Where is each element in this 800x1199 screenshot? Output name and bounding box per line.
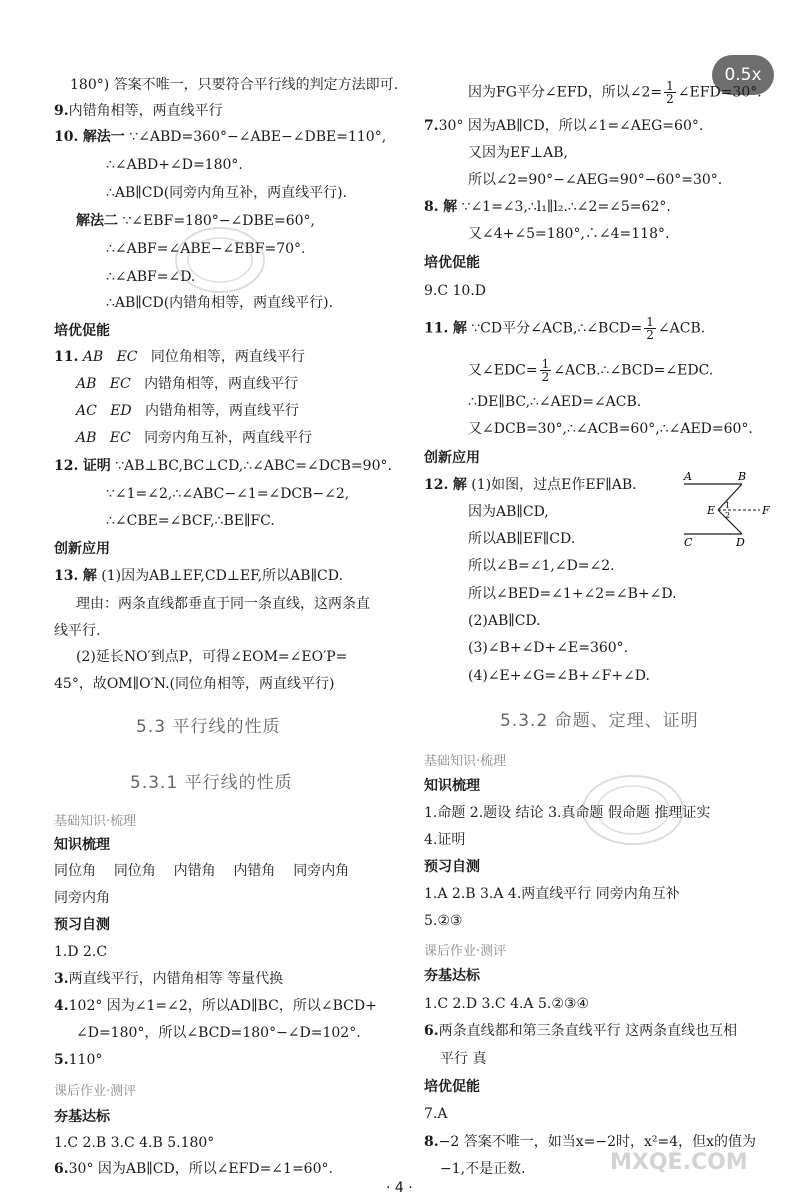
- answer-line: ∴∠ABD+∠D=180°.: [106, 157, 243, 173]
- fraction-denominator: 2: [646, 328, 654, 342]
- answer-text: ∠EFD=30°.: [677, 84, 762, 101]
- answer-line: (3)∠B+∠D+∠E=360°.: [468, 640, 629, 656]
- label-a: A: [684, 470, 692, 483]
- question-12: [54, 457, 392, 475]
- answer-text: (1)如图，过点E作EF∥AB.: [471, 477, 637, 493]
- answer-line: 45°，故OM∥O′N.(同位角相等，两直线平行): [54, 676, 335, 692]
- question-number: 12.: [424, 477, 449, 493]
- label-angle-2: 2: [725, 511, 731, 520]
- answer-line: 线平行.: [54, 623, 101, 639]
- question-11-row: [76, 402, 299, 420]
- answer-line: 180°) 答案不唯一，只要符合平行线的判定方法即可.: [70, 77, 399, 93]
- answer-line: (2)AB∥CD.: [468, 613, 541, 629]
- answer-line: 1.C 2.D 3.C 4.A 5.②③④: [424, 996, 589, 1012]
- answer-line: ∴∠ABF=∠D.: [106, 269, 196, 285]
- cell-c: 同位角相等，两直线平行: [150, 349, 305, 365]
- answer-text: 30° 因为AB∥CD，所以∠1=∠AEG=60°.: [438, 118, 704, 134]
- fraction-numerator: 1: [666, 79, 674, 93]
- cell-c: 同旁内角互补，两直线平行: [144, 430, 313, 446]
- answer-line: 所以∠B=∠1,∠D=∠2.: [468, 558, 615, 574]
- question-11-row: [76, 429, 312, 447]
- cell-a: AB: [82, 349, 104, 365]
- answer-line: 又∠4+∠5=180°,∴∠4=118°.: [468, 226, 670, 242]
- section-heading: 知识梳理: [54, 837, 110, 853]
- answer-text: ∵∠EBF=180°−∠DBE=60°,: [122, 213, 315, 229]
- cell-b: ED: [110, 403, 132, 419]
- question-11-row: [54, 348, 305, 366]
- answer-line: [468, 358, 713, 383]
- term: 同位角: [113, 863, 156, 879]
- label-b: B: [738, 470, 747, 483]
- fraction-numerator: 1: [541, 357, 550, 371]
- answer-line: 所以∠BED=∠1+∠2=∠B+∠D.: [468, 586, 677, 602]
- answer-line: 因为AB∥CD,: [468, 504, 549, 520]
- question-number: 9.: [54, 103, 69, 119]
- question-number: 8.: [424, 1134, 439, 1150]
- answer-text: 两直线平行，内错角相等 等量代换: [68, 971, 284, 987]
- answer-text: ∵AB⊥BC,BC⊥CD,∴∠ABC=∠DCB=90°.: [115, 458, 392, 474]
- watermark-stamp: [170, 220, 270, 300]
- answer-line: 又∠DCB=30°,∴∠ACB=60°,∴∠AED=60°.: [468, 421, 753, 437]
- term: 同位角: [54, 863, 96, 879]
- question-7: [424, 117, 703, 135]
- question-13: [54, 567, 343, 585]
- question-10: [54, 128, 386, 146]
- answer-line: 理由：两条直线都垂直于同一条直线，这两条直: [76, 596, 370, 612]
- cell-a: AB: [76, 376, 97, 392]
- question-11-row: [76, 375, 298, 393]
- question-number: 10.: [54, 129, 79, 145]
- answer-line: 平行 真: [440, 1051, 487, 1067]
- question-number: 13.: [54, 568, 79, 584]
- answer-text: ∵CD平分∠ACB,∴∠BCD=: [471, 320, 643, 337]
- answer-line: ∴AB∥CD(内错角相等，两直线平行).: [106, 295, 334, 311]
- answer-line: −1,不是正数.: [440, 1161, 526, 1177]
- term: 同旁内角: [293, 863, 350, 879]
- solution-label: 解: [452, 320, 467, 337]
- answer-text: 102° 因为∠1=∠2，所以AD∥BC，所以∠BCD+: [68, 998, 377, 1014]
- section-heading: 培优促能: [424, 1079, 480, 1095]
- fraction: [664, 80, 676, 105]
- answer-text: 110°: [68, 1052, 103, 1068]
- term: 内错角: [173, 863, 216, 879]
- question-8: [424, 198, 671, 216]
- answer-line: [54, 1160, 333, 1178]
- answer-line: ∴∠ABF=∠ABE−∠EBF=70°.: [106, 241, 306, 257]
- answer-text: ∵∠1=∠3,∴l₁∥l₂.∴∠2=∠5=62°.: [461, 199, 671, 215]
- answer-line: [54, 970, 283, 988]
- answer-line: [468, 80, 762, 105]
- answer-line: ∴AB∥CD(同旁内角互补，两直线平行).: [106, 185, 348, 201]
- term: 内错角: [233, 863, 276, 879]
- cell-a: AC: [76, 403, 97, 419]
- section-heading: 预习自测: [54, 917, 110, 933]
- section-banner: 课后作业·测评: [54, 1084, 137, 1099]
- answer-line: (4)∠E+∠G=∠B+∠F+∠D.: [468, 668, 650, 684]
- section-banner: 基础知识·梳理: [54, 814, 137, 829]
- knowledge-line: 同旁内角: [54, 890, 110, 906]
- cell-b: EC: [109, 376, 131, 392]
- solution-label: 解: [452, 477, 467, 493]
- answer-line: [54, 997, 377, 1015]
- knowledge-line: [54, 862, 349, 880]
- question-number: 8.: [424, 199, 439, 215]
- answer-line: [424, 1022, 737, 1040]
- answer-line: [424, 1133, 756, 1151]
- answer-text: 两条直线都和第三条直线平行 这两条直线也互相: [438, 1023, 738, 1039]
- question-number: 5.: [54, 1052, 69, 1068]
- answer-line: 所以AB∥EF∥CD.: [468, 531, 576, 547]
- answer-line: ∠D=180°，所以∠BCD=180°−∠D=102°.: [76, 1025, 361, 1041]
- watermark-stamp: [578, 770, 688, 850]
- cell-b: EC: [116, 349, 138, 365]
- answer-text: ∵∠ABD=360°−∠ABE−∠DBE=110°,: [129, 129, 387, 145]
- method-label: 解法二: [76, 213, 118, 229]
- cell-a: AB: [76, 430, 97, 446]
- answer-line: 1.D 2.C: [54, 944, 108, 960]
- fraction: [644, 316, 656, 341]
- answer-text: 因为FG平分∠EFD，所以∠2=: [468, 84, 663, 101]
- answer-line: [54, 1051, 102, 1069]
- answer-line: ∴DE∥BC,∴∠AED=∠ACB.: [468, 394, 642, 410]
- answer-text: 内错角相等，两直线平行: [68, 103, 223, 119]
- question-11: [424, 316, 705, 341]
- cell-c: 内错角相等，两直线平行: [145, 403, 299, 419]
- answer-text: −2 答案不唯一，如当x=−2时，x²=4，但x的值为: [438, 1134, 757, 1150]
- question-number: 6.: [54, 1161, 69, 1177]
- answer-line: 5.②③: [424, 913, 463, 929]
- section-heading: 夯基达标: [54, 1109, 110, 1125]
- answer-text: (1)因为AB⊥EF,CD⊥EF,所以AB∥CD.: [101, 568, 343, 584]
- watermark-text: MXQE.COM: [610, 1150, 748, 1175]
- question-number: 12.: [54, 458, 79, 474]
- question-12: [424, 476, 637, 494]
- section-heading: 创新应用: [424, 450, 480, 466]
- question-9: [54, 102, 223, 120]
- fraction-denominator: 2: [666, 92, 674, 106]
- answer-text: 30° 因为AB∥CD，所以∠EFD=∠1=60°.: [68, 1161, 333, 1177]
- answer-text: ∠ACB.∴∠BCD=∠EDC.: [553, 362, 714, 379]
- answer-line: 1.命题 2.题设 结论 3.真命题 假命题 推理证实: [424, 805, 711, 821]
- fraction-denominator: 2: [541, 370, 550, 384]
- answer-line: 又因为EF⊥AB,: [468, 145, 568, 161]
- section-heading: 创新应用: [54, 541, 110, 557]
- question-number: 11.: [424, 320, 449, 337]
- question-number: 11.: [54, 349, 79, 365]
- section-banner: 课后作业·测评: [424, 944, 507, 959]
- answer-line: ∵∠1=∠2,∴∠ABC−∠1=∠DCB−∠2,: [106, 486, 350, 502]
- answer-line: 所以∠2=90°−∠AEG=90°−60°=30°.: [468, 172, 723, 188]
- subsection-title: 5.3.1 平行线的性质: [130, 773, 293, 793]
- answer-line: 1.A 2.B 3.A 4.两直线平行 同旁内角互补: [424, 886, 680, 902]
- method-label: 解法一: [82, 129, 125, 145]
- label-d: D: [736, 536, 745, 549]
- answer-line: 9.C 10.D: [424, 283, 487, 299]
- cell-b: EC: [109, 430, 131, 446]
- section-banner: 基础知识·梳理: [424, 754, 507, 769]
- parallel-lines-figure: [680, 470, 780, 550]
- answer-text: ∠ACB.: [657, 320, 706, 337]
- question-number: 6.: [424, 1023, 439, 1039]
- answer-text: 又∠EDC=: [468, 362, 538, 379]
- section-heading: 培优促能: [424, 255, 480, 271]
- section-heading: 培优促能: [54, 323, 110, 339]
- solution-label: 解: [82, 568, 97, 584]
- label-c: C: [684, 536, 693, 549]
- playback-speed-badge[interactable]: 0.5x: [712, 55, 774, 95]
- subsection-title: 5.3.2 命题、定理、证明: [500, 711, 699, 731]
- label-f: F: [762, 504, 770, 517]
- section-heading: 预习自测: [424, 859, 480, 875]
- solution-label: 解: [443, 199, 458, 215]
- cell-c: 内错角相等，两直线平行: [144, 376, 299, 392]
- question-number: 7.: [424, 118, 439, 134]
- section-title: 5.3 平行线的性质: [136, 717, 281, 737]
- section-heading: 夯基达标: [424, 968, 480, 984]
- answer-line: 7.A: [424, 1106, 448, 1122]
- page-number: · 4 ·: [386, 1180, 413, 1196]
- question-number: 4.: [54, 998, 69, 1014]
- answer-line: 1.C 2.B 3.C 4.B 5.180°: [54, 1135, 215, 1151]
- section-heading: 知识梳理: [424, 778, 480, 794]
- question-number: 3.: [54, 971, 69, 987]
- answer-line: (2)延长NO′到点P，可得∠EOM=∠EO′P=: [76, 649, 348, 665]
- label-e: E: [707, 504, 716, 517]
- fraction: [540, 358, 552, 383]
- proof-label: 证明: [82, 458, 111, 474]
- fraction-numerator: 1: [646, 315, 654, 329]
- answer-line: ∴∠CBE=∠BCF,∴BE∥FC.: [106, 513, 275, 529]
- label-angle-1: 1: [725, 501, 731, 510]
- answer-line: 4.证明: [424, 832, 466, 848]
